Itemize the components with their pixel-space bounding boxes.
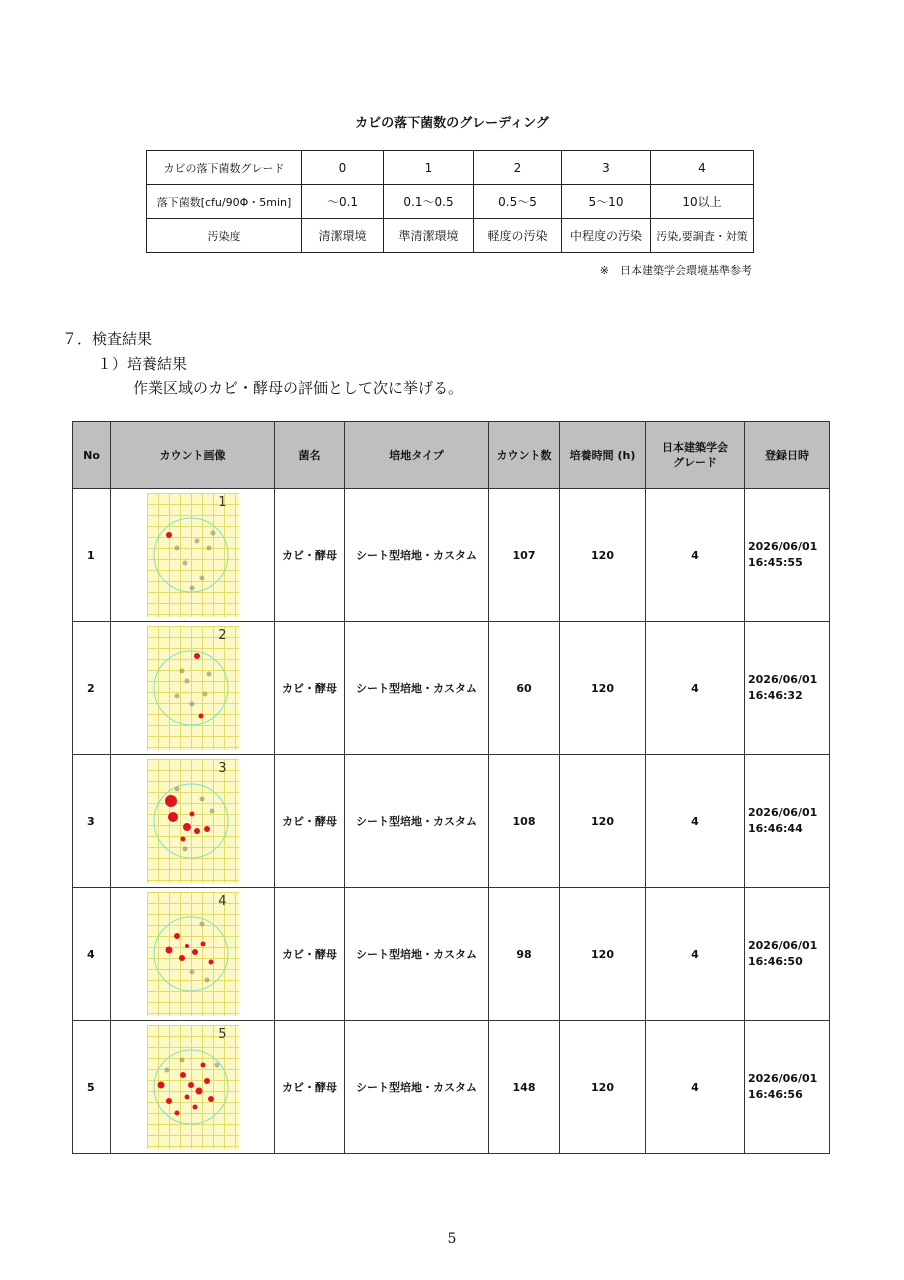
counted-colony-mark — [166, 1098, 172, 1104]
counted-colony-mark — [166, 532, 172, 538]
count-image — [147, 892, 239, 1016]
cell-image — [111, 622, 275, 755]
cell-date — [745, 622, 830, 755]
count-image-label: 5 — [218, 1027, 227, 1042]
colony-mark — [189, 586, 194, 591]
cell-medium: シート型培地・カスタム — [345, 1021, 489, 1154]
counted-colony-mark — [168, 812, 178, 822]
time-value: 16:46:44 — [748, 822, 803, 835]
count-image-label: 4 — [218, 894, 227, 909]
header-organism: 菌名 — [275, 422, 345, 489]
grading-row-grade — [147, 151, 754, 185]
petri-plate — [147, 892, 239, 1016]
grading-cell: 1 — [384, 151, 474, 185]
grading-cell: 2 — [474, 151, 562, 185]
colony-mark — [174, 787, 179, 792]
date-value: 2026/06/01 — [748, 673, 818, 686]
cell-date — [745, 755, 830, 888]
cell-organism: カビ・酵母 — [275, 755, 345, 888]
cell-no: 1 — [73, 489, 111, 622]
grading-cell: 準清潔環境 — [384, 219, 474, 253]
count-image-label: 3 — [218, 761, 227, 776]
header-image: カウント画像 — [111, 422, 275, 489]
cell-grade: 4 — [646, 755, 745, 888]
counted-colony-mark — [174, 1111, 179, 1116]
table-row — [73, 1021, 830, 1154]
cell-medium: シート型培地・カスタム — [345, 755, 489, 888]
header-count: カウント数 — [489, 422, 560, 489]
section-description: 作業区域のカビ・酵母の評価として次に挙げる。 — [133, 379, 464, 397]
date-value: 2026/06/01 — [748, 939, 818, 952]
header-grade: 日本建築学会 グレード — [646, 422, 745, 489]
colony-mark — [164, 1068, 169, 1073]
grading-cell: カビの落下菌数グレード — [147, 151, 302, 185]
cell-hours: 120 — [560, 888, 646, 1021]
counted-colony-mark — [188, 1082, 194, 1088]
counted-colony-mark — [183, 823, 191, 831]
grading-cell: 10以上 — [651, 185, 754, 219]
table-row — [73, 888, 830, 1021]
cell-hours: 120 — [560, 755, 646, 888]
table-row — [73, 489, 830, 622]
cell-grade: 4 — [646, 622, 745, 755]
counted-colony-mark — [185, 944, 189, 948]
petri-plate — [147, 626, 239, 750]
counted-colony-mark — [195, 1088, 202, 1095]
results-table — [72, 421, 830, 1154]
cell-organism: カビ・酵母 — [275, 489, 345, 622]
count-image — [147, 759, 239, 883]
counted-colony-mark — [198, 714, 203, 719]
colony-mark — [182, 847, 187, 852]
counted-colony-mark — [184, 1095, 189, 1100]
date-value: 2026/06/01 — [748, 1072, 818, 1085]
dish-outline — [154, 784, 228, 858]
counted-colony-mark — [204, 1078, 210, 1084]
counted-colony-mark — [180, 837, 185, 842]
cell-no: 5 — [73, 1021, 111, 1154]
cell-organism: カビ・酵母 — [275, 1021, 345, 1154]
colony-mark — [206, 546, 211, 551]
grading-cell: 0.1～0.5 — [384, 185, 474, 219]
header-date: 登録日時 — [745, 422, 830, 489]
section-heading: ７．検査結果 — [62, 330, 153, 348]
grading-cell: 0.5～5 — [474, 185, 562, 219]
colony-mark — [179, 669, 184, 674]
petri-plate — [147, 1025, 239, 1149]
date-value: 2026/06/01 — [748, 540, 818, 553]
grading-cell: ～0.1 — [302, 185, 384, 219]
colony-mark — [189, 702, 194, 707]
counted-colony-mark — [200, 1063, 205, 1068]
cell-hours: 120 — [560, 622, 646, 755]
grading-row-count — [147, 185, 754, 219]
counted-colony-mark — [179, 955, 185, 961]
count-image — [147, 626, 239, 750]
counted-colony-mark — [208, 960, 213, 965]
cell-no: 4 — [73, 888, 111, 1021]
cell-hours: 120 — [560, 489, 646, 622]
grading-cell: 3 — [562, 151, 651, 185]
cell-image — [111, 489, 275, 622]
dish-outline — [154, 518, 228, 592]
counted-colony-mark — [165, 795, 177, 807]
table-row — [73, 622, 830, 755]
grading-cell: 中程度の汚染 — [562, 219, 651, 253]
colony-mark — [174, 694, 179, 699]
cell-grade: 4 — [646, 1021, 745, 1154]
dish-outline — [154, 651, 228, 725]
cell-count: 98 — [489, 888, 560, 1021]
cell-hours: 120 — [560, 1021, 646, 1154]
date-value: 2026/06/01 — [748, 806, 818, 819]
counted-colony-mark — [165, 947, 172, 954]
counted-colony-mark — [157, 1082, 164, 1089]
time-value: 16:46:32 — [748, 689, 803, 702]
petri-plate — [147, 493, 239, 617]
colony-mark — [194, 539, 199, 544]
counted-colony-mark — [192, 949, 198, 955]
grading-cell: 軽度の汚染 — [474, 219, 562, 253]
count-image-label: 2 — [218, 628, 227, 643]
counted-colony-mark — [194, 653, 200, 659]
counted-colony-mark — [194, 828, 200, 834]
colony-mark — [210, 531, 215, 536]
cell-no: 3 — [73, 755, 111, 888]
cell-image — [111, 888, 275, 1021]
grading-note: ※ 日本建築学会環境基準参考 — [599, 264, 752, 277]
cell-organism: カビ・酵母 — [275, 622, 345, 755]
grading-cell: 清潔環境 — [302, 219, 384, 253]
grading-cell: 汚染度 — [147, 219, 302, 253]
grading-cell: 4 — [651, 151, 754, 185]
cell-date — [745, 489, 830, 622]
grading-cell: 5～10 — [562, 185, 651, 219]
count-image — [147, 493, 239, 617]
cell-no: 2 — [73, 622, 111, 755]
counted-colony-mark — [208, 1096, 214, 1102]
colony-mark — [182, 561, 187, 566]
cell-date — [745, 1021, 830, 1154]
time-value: 16:46:56 — [748, 1088, 803, 1101]
grading-table — [146, 150, 754, 253]
colony-mark — [214, 1063, 219, 1068]
counted-colony-mark — [204, 826, 210, 832]
results-header-row — [73, 422, 830, 489]
cell-count: 148 — [489, 1021, 560, 1154]
colony-mark — [199, 576, 204, 581]
time-value: 16:46:50 — [748, 955, 803, 968]
counted-colony-mark — [200, 942, 205, 947]
table-row — [73, 755, 830, 888]
colony-mark — [209, 809, 214, 814]
cell-date — [745, 888, 830, 1021]
dish-outline — [154, 917, 228, 991]
header-hours: 培養時間 (h) — [560, 422, 646, 489]
grading-row-contamination — [147, 219, 754, 253]
counted-colony-mark — [192, 1105, 197, 1110]
colony-mark — [179, 1058, 184, 1063]
section-subheading: １）培養結果 — [97, 355, 188, 373]
cell-count: 107 — [489, 489, 560, 622]
header-no: No — [73, 422, 111, 489]
counted-colony-mark — [189, 812, 194, 817]
grading-cell: 落下菌数[cfu/90Φ・5min] — [147, 185, 302, 219]
header-medium: 培地タイプ — [345, 422, 489, 489]
cell-medium: シート型培地・カスタム — [345, 622, 489, 755]
colony-mark — [199, 797, 204, 802]
colony-mark — [174, 546, 179, 551]
cell-grade: 4 — [646, 489, 745, 622]
colony-mark — [189, 970, 194, 975]
cell-grade: 4 — [646, 888, 745, 1021]
grading-cell: 汚染,要調査・対策 — [651, 219, 754, 253]
colony-mark — [202, 692, 207, 697]
cell-organism: カビ・酵母 — [275, 888, 345, 1021]
cell-count: 60 — [489, 622, 560, 755]
petri-plate — [147, 759, 239, 883]
count-image — [147, 1025, 239, 1149]
cell-count: 108 — [489, 755, 560, 888]
grading-cell: 0 — [302, 151, 384, 185]
cell-medium: シート型培地・カスタム — [345, 489, 489, 622]
colony-mark — [204, 978, 209, 983]
cell-medium: シート型培地・カスタム — [345, 888, 489, 1021]
counted-colony-mark — [174, 933, 180, 939]
colony-mark — [206, 672, 211, 677]
counted-colony-mark — [180, 1072, 186, 1078]
cell-image — [111, 1021, 275, 1154]
time-value: 16:45:55 — [748, 556, 803, 569]
colony-mark — [184, 679, 189, 684]
grading-title: カビの落下菌数のグレーディング — [355, 116, 549, 131]
cell-image — [111, 755, 275, 888]
colony-mark — [199, 922, 204, 927]
count-image-label: 1 — [218, 495, 227, 510]
page-number: 5 — [447, 1231, 457, 1247]
